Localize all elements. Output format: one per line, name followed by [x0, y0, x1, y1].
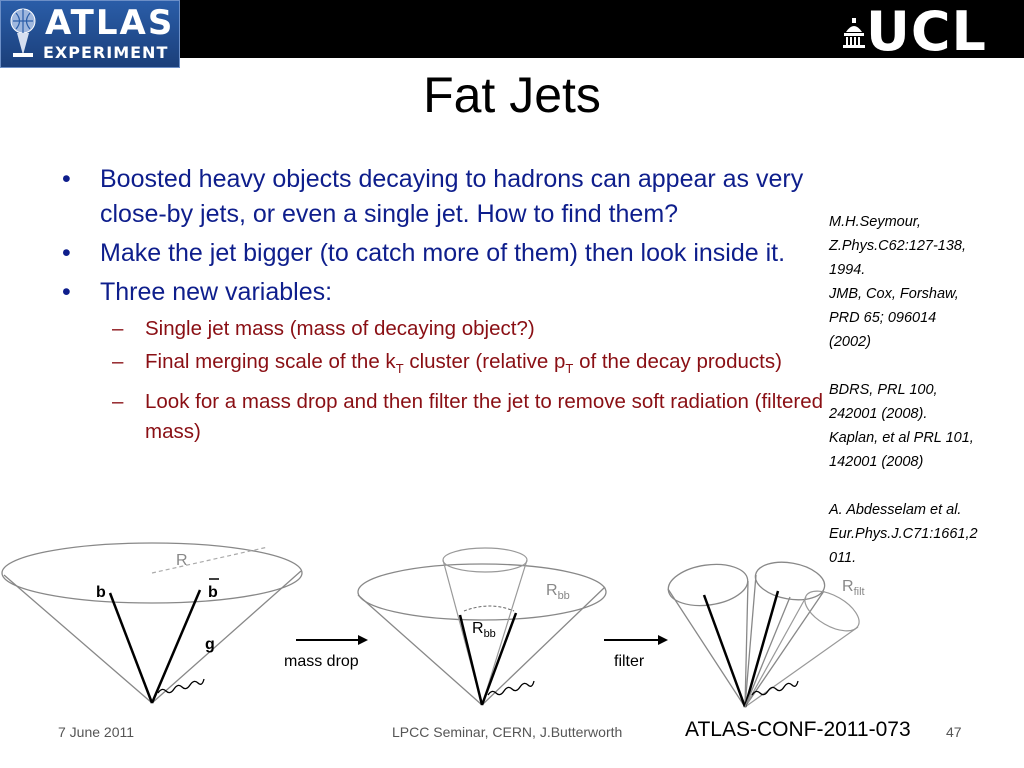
- mass-drop-cone: [358, 548, 606, 705]
- label-mass-drop: mass drop: [284, 653, 359, 670]
- reference-line: 242001 (2008).: [829, 406, 928, 422]
- filter-arrow: [604, 635, 668, 670]
- label-filter: filter: [614, 653, 645, 670]
- ucl-logo: [842, 0, 1002, 63]
- page-number: 47: [946, 724, 962, 740]
- sub-bullet-text-pre: Final merging scale of the k: [145, 350, 396, 373]
- bullet-item: [62, 275, 842, 310]
- reference-line: (2002): [829, 334, 871, 350]
- bullet-text: Make the jet bigger (to catch more of them) then look inside it.: [100, 239, 786, 267]
- subscript-T: T: [565, 361, 574, 377]
- label-g: g: [205, 636, 215, 653]
- subscript-T: T: [395, 361, 404, 377]
- fat-jet-diagram: [0, 535, 880, 715]
- bullet-item: [62, 162, 842, 232]
- sub-bullet-item: [62, 387, 842, 447]
- references: [829, 210, 1014, 570]
- label-Rfilt: $R_{filt}$: [842, 578, 865, 598]
- reference-line: Kaplan, et al PRL 101,: [829, 430, 974, 446]
- reference-line: M.H.Seymour,: [829, 214, 921, 230]
- ucl-wordmark: UCL: [866, 0, 987, 63]
- label-bbar: b: [208, 584, 218, 601]
- bullet-list: [62, 162, 842, 450]
- filtered-jet-cones: [666, 557, 866, 707]
- label-Rbb-inner: $R_{bb}$: [472, 620, 496, 640]
- sub-bullet-item: [62, 314, 842, 344]
- ucl-dome-icon: [842, 18, 866, 48]
- reference-line: 1994.: [829, 262, 866, 278]
- reference-line: BDRS, PRL 100,: [829, 382, 938, 398]
- label-b: b: [96, 584, 106, 601]
- bullet-dot-icon: •: [62, 278, 71, 306]
- reference-line: JMB, Cox, Forshaw,: [829, 286, 959, 302]
- sub-bullet-text-post: of the decay products): [573, 350, 782, 373]
- fat-jet-cone: [2, 543, 302, 703]
- dash-icon: –: [112, 350, 124, 373]
- sub-bullet-text: Single jet mass (mass of decaying object?): [145, 317, 535, 340]
- reference-line: A. Abdesselam et al.: [829, 502, 962, 518]
- sub-bullet-text-mid: cluster (relative p: [403, 350, 566, 373]
- dash-icon: –: [112, 390, 124, 414]
- reference-line: PRD 65; 096014: [829, 310, 937, 326]
- bullet-text: Three new variables:: [100, 278, 333, 306]
- label-R: R: [176, 552, 188, 569]
- bullet-item: [62, 236, 842, 271]
- sub-bullet-item: [62, 347, 842, 384]
- reference-line: Z.Phys.C62:127-138,: [829, 238, 967, 254]
- footer-date: 7 June 2011: [58, 724, 135, 740]
- atlas-subtitle: EXPERIMENT: [43, 43, 169, 62]
- reference-gap: [829, 474, 1014, 498]
- reference-line: 011.: [829, 550, 857, 566]
- bullet-dot-icon: •: [62, 239, 71, 267]
- bullet-dot-icon: •: [62, 165, 71, 193]
- atlas-figure-icon: [7, 7, 39, 59]
- label-Rbb-outer: $R_{bb}$: [546, 582, 570, 602]
- reference-line: 142001 (2008): [829, 454, 924, 470]
- sub-bullet-text: Look for a mass drop and then filter the jet to remove soft radiation (filtered mass): [145, 390, 823, 444]
- atlas-logo: [0, 0, 180, 68]
- footer-conf-ref: ATLAS-CONF-2011-073: [685, 718, 911, 741]
- dash-icon: –: [112, 317, 124, 340]
- reference-gap: [829, 354, 1014, 378]
- mass-drop-arrow: [284, 635, 368, 670]
- bullet-text: Boosted heavy objects decaying to hadrons can appear as very close-by jets, or even a single jet. How to find them?: [100, 165, 804, 228]
- atlas-wordmark: ATLAS: [45, 3, 175, 43]
- reference-line: Eur.Phys.J.C71:1661,2: [829, 526, 978, 542]
- slide-title: Fat Jets: [423, 67, 601, 123]
- footer-event: LPCC Seminar, CERN, J.Butterworth: [392, 724, 623, 740]
